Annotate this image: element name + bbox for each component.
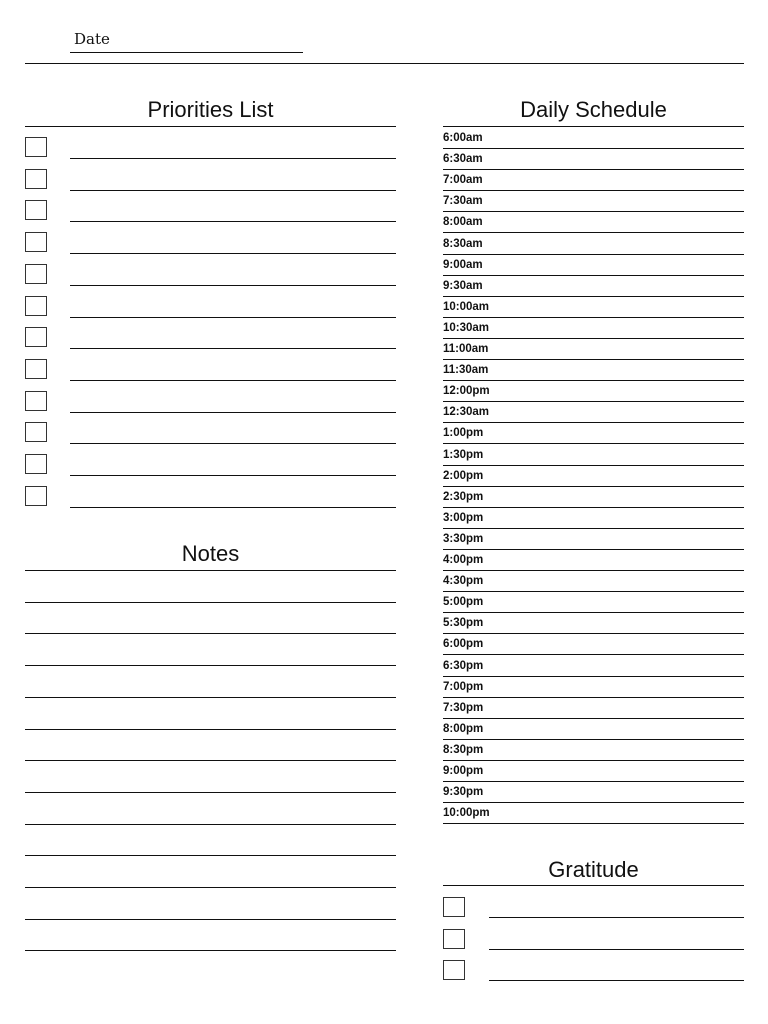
schedule-line[interactable] [443, 254, 744, 255]
priority-line[interactable] [70, 285, 396, 286]
priority-line[interactable] [70, 317, 396, 318]
schedule-line[interactable] [443, 676, 744, 677]
schedule-line[interactable] [443, 422, 744, 423]
priority-line[interactable] [70, 348, 396, 349]
priority-checkbox[interactable] [25, 264, 47, 284]
priority-checkbox[interactable] [25, 232, 47, 252]
schedule-time-label: 1:00pm [443, 427, 484, 440]
date-label: Date [74, 30, 110, 48]
schedule-time-label: 6:00am [443, 132, 483, 144]
schedule-line[interactable] [443, 654, 744, 655]
priority-line[interactable] [70, 221, 396, 222]
schedule-line[interactable] [443, 570, 744, 571]
schedule-line[interactable] [443, 275, 744, 276]
schedule-time-label: 7:30am [443, 195, 483, 208]
notes-line[interactable] [25, 570, 396, 571]
schedule-time-label: 4:00pm [443, 554, 484, 566]
schedule-time-label: 10:00am [443, 300, 490, 313]
schedule-time-label: 4:30pm [443, 575, 484, 588]
schedule-line[interactable] [443, 823, 744, 824]
schedule-time-label: 11:00am [443, 343, 489, 355]
schedule-line[interactable] [443, 380, 744, 381]
gratitude-line[interactable] [489, 917, 744, 918]
schedule-title: Daily Schedule [520, 97, 667, 122]
schedule-time-label: 7:00pm [443, 680, 484, 693]
notes-line[interactable] [25, 760, 396, 761]
schedule-line[interactable] [443, 697, 744, 698]
schedule-line[interactable] [443, 760, 744, 761]
schedule-line[interactable] [443, 338, 744, 339]
schedule-line[interactable] [443, 486, 744, 487]
priorities-title: Priorities List [147, 97, 274, 122]
schedule-time-label: 1:30pm [443, 448, 484, 461]
priority-line[interactable] [70, 443, 396, 444]
schedule-time-label: 2:00pm [443, 469, 484, 482]
priority-line[interactable] [70, 158, 396, 159]
schedule-time-label: 9:30am [443, 279, 483, 292]
schedule-time-label: 9:00pm [443, 765, 484, 777]
notes-line[interactable] [25, 792, 396, 793]
notes-line[interactable] [25, 665, 396, 666]
notes-line[interactable] [25, 824, 396, 825]
schedule-line[interactable] [443, 317, 744, 318]
schedule-time-label: 10:00pm [443, 807, 490, 820]
notes-line[interactable] [25, 602, 396, 603]
notes-line[interactable] [25, 919, 396, 920]
schedule-line[interactable] [443, 465, 744, 466]
schedule-line[interactable] [443, 148, 744, 149]
notes-line[interactable] [25, 887, 396, 888]
schedule-time-label: 2:30pm [443, 490, 484, 503]
gratitude-title-rule [443, 885, 744, 886]
date-line[interactable] [70, 52, 303, 53]
priority-checkbox[interactable] [25, 296, 47, 316]
schedule-time-label: 12:30am [443, 406, 490, 419]
top-rule [25, 63, 744, 64]
schedule-time-label: 5:00pm [443, 596, 484, 609]
notes-line[interactable] [25, 697, 396, 698]
priority-checkbox[interactable] [25, 486, 47, 506]
schedule-time-label: 3:30pm [443, 532, 484, 545]
priority-checkbox[interactable] [25, 169, 47, 189]
schedule-time-label: 5:30pm [443, 617, 484, 630]
schedule-line[interactable] [443, 802, 744, 803]
schedule-time-label: 8:00am [443, 216, 483, 229]
schedule-line[interactable] [443, 528, 744, 529]
schedule-time-label: 7:00am [443, 174, 483, 187]
schedule-line[interactable] [443, 359, 744, 360]
gratitude-checkbox[interactable] [443, 897, 465, 917]
schedule-line[interactable] [443, 718, 744, 719]
schedule-line[interactable] [443, 591, 744, 592]
schedule-time-label: 8:00pm [443, 722, 484, 735]
gratitude-checkbox[interactable] [443, 929, 465, 949]
schedule-time-label: 8:30pm [443, 743, 484, 756]
schedule-line[interactable] [443, 296, 744, 297]
notes-line[interactable] [25, 633, 396, 634]
priority-checkbox[interactable] [25, 137, 47, 157]
gratitude-checkbox[interactable] [443, 960, 465, 980]
schedule-time-label: 3:00pm [443, 511, 484, 524]
schedule-line[interactable] [443, 739, 744, 740]
priority-checkbox[interactable] [25, 391, 47, 411]
schedule-time-label: 6:00pm [443, 638, 484, 651]
schedule-line[interactable] [443, 549, 744, 550]
schedule-line[interactable] [443, 781, 744, 782]
schedule-time-label: 7:30pm [443, 701, 484, 714]
schedule-line[interactable] [443, 633, 744, 634]
gratitude-line[interactable] [489, 949, 744, 950]
priority-checkbox[interactable] [25, 200, 47, 220]
schedule-time-label: 12:00pm [443, 385, 490, 398]
schedule-title-rule [443, 126, 744, 127]
priority-line[interactable] [70, 412, 396, 413]
priority-checkbox[interactable] [25, 422, 47, 442]
priority-checkbox[interactable] [25, 359, 47, 379]
notes-line[interactable] [25, 729, 396, 730]
schedule-line[interactable] [443, 507, 744, 508]
schedule-line[interactable] [443, 211, 744, 212]
schedule-time-label: 10:30am [443, 321, 490, 334]
schedule-line[interactable] [443, 612, 744, 613]
schedule-time-label: 8:30am [443, 237, 483, 250]
schedule-time-label: 6:30pm [443, 659, 484, 672]
notes-title: Notes [181, 541, 240, 566]
priority-checkbox[interactable] [25, 327, 47, 347]
notes-line[interactable] [25, 950, 396, 951]
schedule-time-label: 11:30am [443, 364, 489, 377]
priority-line[interactable] [70, 253, 396, 254]
priority-line[interactable] [70, 190, 396, 191]
gratitude-line[interactable] [489, 980, 744, 981]
schedule-line[interactable] [443, 443, 744, 444]
schedule-line[interactable] [443, 232, 744, 233]
priority-line[interactable] [70, 507, 396, 508]
schedule-time-label: 6:30am [443, 153, 483, 166]
schedule-line[interactable] [443, 401, 744, 402]
schedule-line[interactable] [443, 169, 744, 170]
gratitude-title: Gratitude [548, 857, 639, 882]
notes-line[interactable] [25, 855, 396, 856]
schedule-time-label: 9:30pm [443, 786, 484, 799]
priorities-title-rule [25, 126, 396, 127]
priority-checkbox[interactable] [25, 454, 47, 474]
priority-line[interactable] [70, 475, 396, 476]
schedule-time-label: 9:00am [443, 258, 483, 271]
schedule-line[interactable] [443, 190, 744, 191]
priority-line[interactable] [70, 380, 396, 381]
